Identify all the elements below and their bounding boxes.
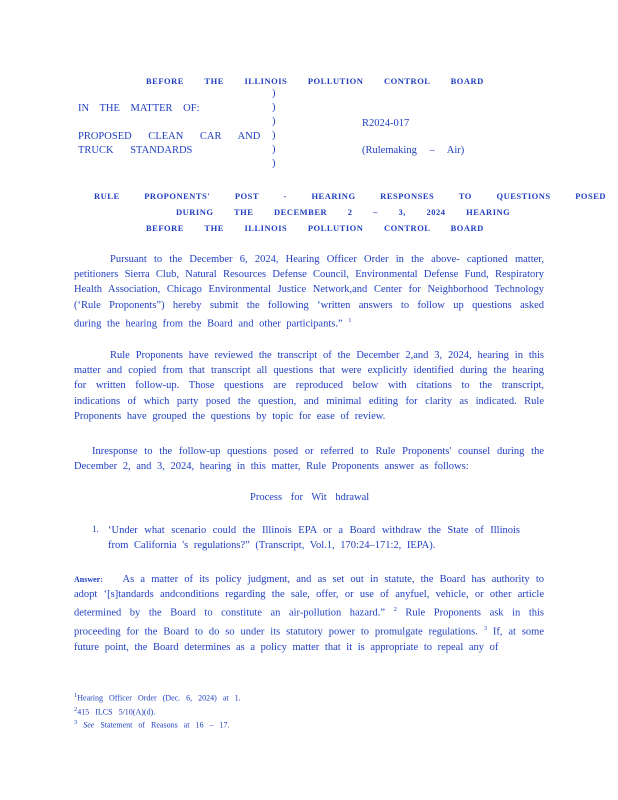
docket-type: (Rulemaking – Air) bbox=[362, 145, 465, 156]
paragraph-intro bbox=[74, 252, 544, 332]
caption-paren-2: ) bbox=[272, 102, 276, 113]
title-line-3: BEFORE THE ILLINOIS POLLUTION CONTROL BOARD bbox=[146, 223, 484, 233]
paragraph-response: Inresponse to the follow-up questions posed or referred to Rule Proponents' counsel during the December 2, and 3, 2024, hearing in this matter, Rule Proponents answer as follows: bbox=[74, 446, 544, 473]
caption-paren-5: ) bbox=[272, 144, 276, 155]
footnote-1-text: Hearing Officer Order (Dec. 6, 2024) at 1. bbox=[77, 693, 241, 703]
answer-text-c: If, at some future point, the Board determines as a policy matter that it is appropriate to repeal any of bbox=[74, 626, 545, 653]
footnote-3-see: See bbox=[83, 720, 95, 730]
footnote-3 bbox=[74, 717, 241, 731]
question-text: ‘Under what scenario could the Illinois EPA or a Board withdraw the State of Illinois from California 's regulations?” (Transcript, Vol.1, 170:24–171:2, IEPA). bbox=[108, 525, 520, 552]
caption-paren-6: ) bbox=[272, 158, 276, 169]
footnote-1 bbox=[74, 690, 241, 704]
answer-label: Answer: bbox=[74, 575, 103, 584]
caption-paren-4: ) bbox=[272, 130, 276, 141]
docket-number: R2024-017 bbox=[362, 118, 410, 129]
question-number: 1. bbox=[92, 524, 99, 534]
caption-case-name-line2: TRUCK STANDARDS bbox=[78, 145, 193, 156]
footnote-ref-1: 1 bbox=[348, 316, 352, 324]
caption-matter-line: IN THE MATTER OF: bbox=[78, 103, 200, 114]
footnotes bbox=[74, 690, 241, 731]
footnote-2-text: 415 ILCS 5/10(A)(d). bbox=[77, 707, 156, 717]
footnote-ref-3: 3 bbox=[483, 625, 487, 633]
caption-case-name-line1: PROPOSED CLEAN CAR AND bbox=[78, 131, 261, 142]
section-heading: Process for Wit hdrawal bbox=[250, 492, 370, 503]
answer-block bbox=[74, 572, 544, 655]
board-heading: BEFORE THE ILLINOIS POLLUTION CONTROL BOARD bbox=[146, 76, 484, 86]
footnote-2-mark: 2 bbox=[74, 705, 78, 713]
paragraph-intro-text: Pursuant to the December 6, 2024, Hearing Officer Order in the above- captioned matter, petitioners Sierra Club, Natural Resources Defense Council, Environmental Defense Fund, Respiratory Health Association, Chicago Environmental Justice Network,and Center for Neighborhood Technology (‘Rule Proponents”) hereby submit the following ‘written answers to follow up questions asked during the hearing from the Board and other participants.” bbox=[74, 254, 544, 330]
title-line-2: DURING THE DECEMBER 2 – 3, 2024 HEARING bbox=[176, 207, 511, 217]
caption-paren-1: ) bbox=[272, 88, 276, 99]
caption-paren-3: ) bbox=[272, 116, 276, 127]
footnote-1-mark: 1 bbox=[74, 692, 78, 699]
paragraph-review: Rule Proponents have reviewed the transcript of the December 2,and 3, 2024, hearing in this matter and copied from that transcript all questions that were explicitly identified during the hearing for written follow-up. Those questions are reproduced below with citations to the transcript, indications of which party posed the question, and minimal editing for clarity as indicated. Rule Proponents have grouped the questions by topic for ease of review. bbox=[74, 350, 544, 422]
footnote-ref-2: 2 bbox=[393, 606, 397, 614]
footnote-3-text: Statement of Reasons at 16 – 17. bbox=[100, 720, 230, 730]
answer-text-b: Rule Proponents ask in this proceeding for the Board to do so under its statutory power to promulgate regulations. bbox=[74, 607, 544, 638]
footnote-2 bbox=[74, 704, 241, 718]
answer-text-a: As a matter of its policy judgment, and as set out in statute, the Board has authority to adopt ‘[s]tandards andconditions regarding the sale, offer, or use of anyfuel, vehicle, or other article determined by the Board to constitute an air-pollution hazard.” bbox=[74, 574, 544, 619]
footnote-3-mark: 3 bbox=[74, 719, 78, 727]
title-line-1: RULE PROPONENTS' POST - HEARING RESPONSES TO QUESTIONS POSED bbox=[94, 191, 607, 201]
